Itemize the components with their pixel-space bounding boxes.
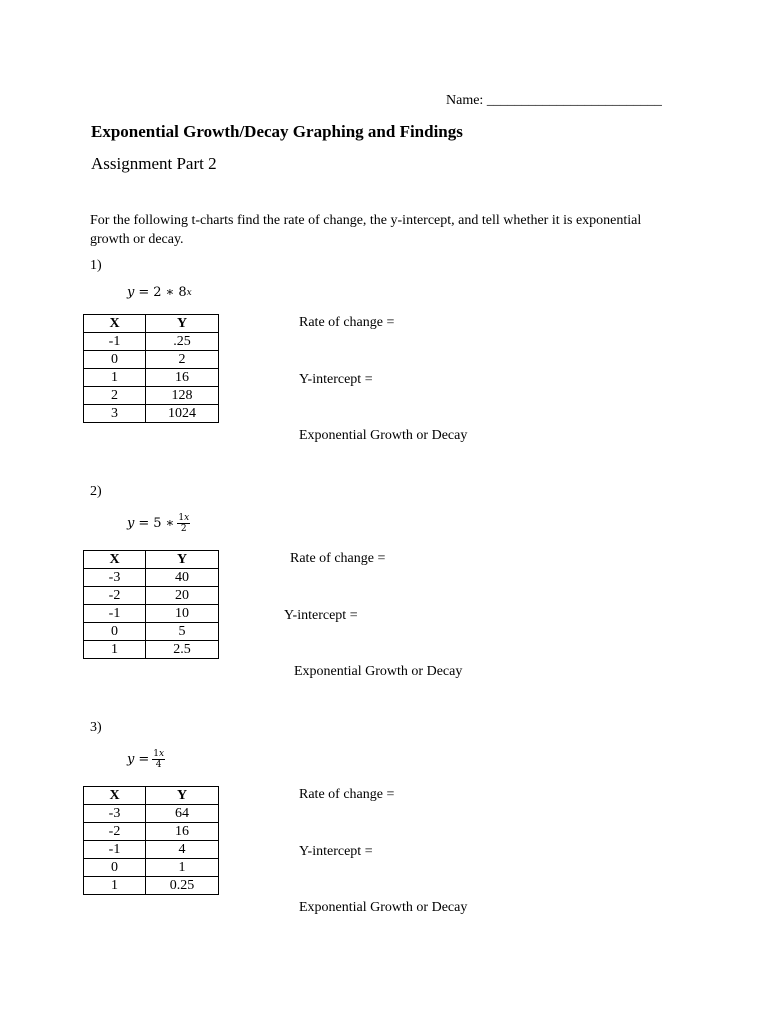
y-intercept-label: Y-intercept = — [284, 608, 358, 623]
instructions-text: For the following t-charts find the rate of change, the y-intercept, and tell whether it is exponential growth or decay. — [90, 213, 642, 247]
x-cell: 0 — [84, 351, 146, 369]
table-row — [84, 333, 219, 351]
table-row — [84, 587, 219, 605]
growth-or-decay-label: Exponential Growth or Decay — [294, 664, 463, 679]
x-cell: 0 — [84, 859, 146, 877]
equation-exponent: x — [186, 287, 192, 298]
x-cell: -1 — [84, 841, 146, 859]
table-row — [84, 569, 219, 587]
equation-base: 8 — [178, 285, 187, 300]
growth-or-decay-label: Exponential Growth or Decay — [299, 428, 468, 443]
x-cell: -3 — [84, 569, 146, 587]
table-header-row — [84, 551, 219, 569]
equation-coefficient: 5 — [153, 516, 162, 531]
x-cell: -2 — [84, 587, 146, 605]
x-cell: -1 — [84, 333, 146, 351]
fraction-denominator: 2 — [180, 524, 187, 534]
y-cell: 4 — [146, 841, 219, 859]
rate-of-change-label: Rate of change = — [290, 551, 386, 566]
problem-3-t-chart — [83, 786, 219, 895]
rate-of-change-label: Rate of change = — [299, 787, 395, 802]
y-cell: 2.5 — [146, 641, 219, 659]
y-cell: 5 — [146, 623, 219, 641]
table-row — [84, 859, 219, 877]
problem-1-t-chart — [83, 314, 219, 423]
equation-coefficient: 2 — [153, 285, 162, 300]
fraction-numerator: 1 — [178, 513, 185, 523]
x-cell: -3 — [84, 805, 146, 823]
growth-or-decay-label: Exponential Growth or Decay — [299, 900, 468, 915]
rate-of-change-label: Rate of change = — [299, 315, 395, 330]
page-subtitle: Assignment Part 2 — [91, 154, 217, 173]
fraction-denominator: 4 — [155, 760, 162, 770]
fraction-numerator: 1 — [153, 749, 159, 759]
y-cell: 64 — [146, 805, 219, 823]
equation-operator: ∗ — [165, 516, 175, 531]
problem-2-t-chart — [83, 550, 219, 659]
equation-operator: ∗ — [165, 285, 175, 300]
table-row — [84, 387, 219, 405]
equation-equals: = — [138, 285, 150, 300]
table-row — [84, 841, 219, 859]
problem-3-equation — [127, 749, 165, 770]
x-cell: 2 — [84, 387, 146, 405]
x-cell: 1 — [84, 877, 146, 895]
problem-1-equation — [127, 285, 192, 300]
table-row — [84, 369, 219, 387]
y-cell: 1 — [146, 859, 219, 877]
x-cell: 1 — [84, 641, 146, 659]
page-title: Exponential Growth/Decay Graphing and Findings — [91, 122, 463, 141]
y-cell: 1024 — [146, 405, 219, 423]
y-cell: 16 — [146, 369, 219, 387]
table-row — [84, 805, 219, 823]
column-header-x: X — [84, 787, 146, 805]
column-header-x: X — [84, 315, 146, 333]
y-cell: 20 — [146, 587, 219, 605]
y-cell: 16 — [146, 823, 219, 841]
fraction-exponent: x — [159, 749, 165, 759]
y-cell: .25 — [146, 333, 219, 351]
table-header-row — [84, 315, 219, 333]
y-intercept-label: Y-intercept = — [299, 844, 373, 859]
x-cell: 3 — [84, 405, 146, 423]
equation-equals: = — [138, 752, 150, 767]
column-header-y: Y — [146, 787, 219, 805]
table-row — [84, 351, 219, 369]
problem-3-number: 3) — [90, 720, 102, 735]
y-cell: 2 — [146, 351, 219, 369]
x-cell: -1 — [84, 605, 146, 623]
table-row — [84, 623, 219, 641]
y-cell: 0.25 — [146, 877, 219, 895]
equation-lhs: y — [127, 285, 135, 300]
name-field-line: Name: _________________________ — [446, 93, 662, 108]
problem-2-equation — [127, 513, 190, 534]
y-cell: 10 — [146, 605, 219, 623]
problem-2-number: 2) — [90, 484, 102, 499]
equation-lhs: y — [127, 516, 135, 531]
equation-equals: = — [138, 516, 150, 531]
equation-fraction — [152, 749, 165, 770]
column-header-x: X — [84, 551, 146, 569]
table-row — [84, 605, 219, 623]
table-row — [84, 641, 219, 659]
table-row — [84, 405, 219, 423]
table-row — [84, 877, 219, 895]
column-header-y: Y — [146, 551, 219, 569]
table-header-row — [84, 787, 219, 805]
y-cell: 40 — [146, 569, 219, 587]
y-cell: 128 — [146, 387, 219, 405]
x-cell: 1 — [84, 369, 146, 387]
table-row — [84, 823, 219, 841]
fraction-exponent: x — [184, 513, 190, 523]
equation-fraction — [177, 513, 190, 534]
x-cell: 0 — [84, 623, 146, 641]
x-cell: -2 — [84, 823, 146, 841]
problem-1-number: 1) — [90, 258, 102, 273]
equation-lhs: y — [127, 752, 135, 767]
y-intercept-label: Y-intercept = — [299, 372, 373, 387]
column-header-y: Y — [146, 315, 219, 333]
